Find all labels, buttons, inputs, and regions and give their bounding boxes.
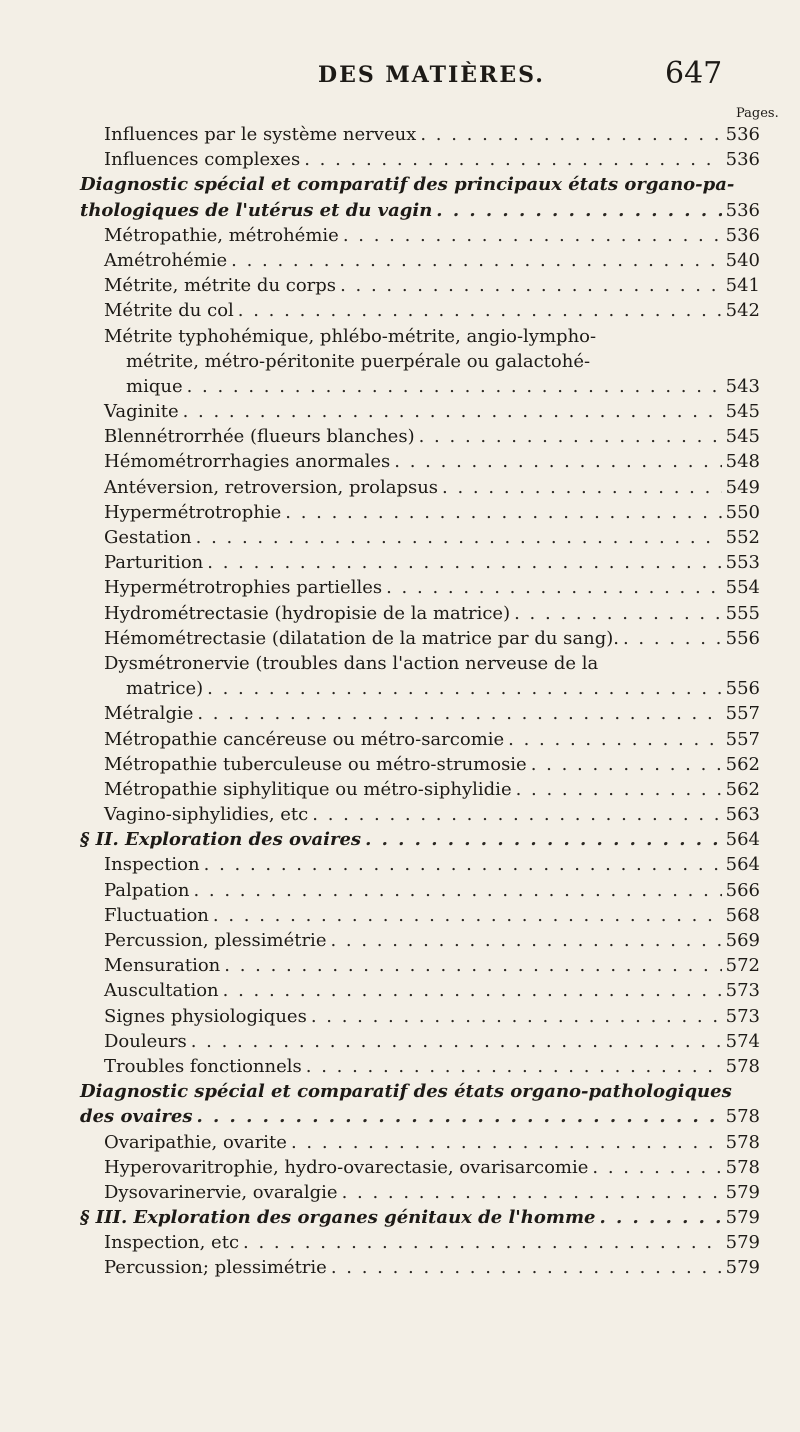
dot-leader bbox=[312, 802, 721, 827]
entry-page: 578 bbox=[725, 1131, 760, 1153]
dot-leader bbox=[386, 575, 722, 600]
toc-section-entry bbox=[60, 827, 760, 852]
dot-leader bbox=[394, 449, 721, 474]
dot-leader bbox=[342, 1180, 722, 1205]
entry-page: 536 bbox=[725, 199, 760, 221]
toc-section-entry bbox=[60, 1205, 760, 1230]
entry-title: Gestation bbox=[104, 527, 192, 548]
dot-leader bbox=[238, 298, 722, 323]
entry-page: 556 bbox=[725, 678, 760, 700]
entry-title: Métralgie bbox=[104, 703, 194, 725]
entry-title: Influences par le système nerveux bbox=[104, 124, 417, 145]
dot-leader bbox=[306, 1054, 722, 1079]
entry-page: 579 bbox=[725, 1207, 760, 1229]
toc-entry bbox=[60, 550, 760, 575]
entry-title: Palpation bbox=[104, 879, 190, 901]
entry-page: 542 bbox=[725, 300, 760, 322]
toc-entry bbox=[60, 777, 760, 802]
entry-title: Troubles fonctionnels bbox=[104, 1055, 302, 1077]
toc-entry bbox=[60, 1230, 760, 1255]
entry-title: Inspection, etc bbox=[104, 1232, 240, 1254]
toc-entry bbox=[60, 122, 760, 147]
entry-page: 557 bbox=[725, 703, 760, 725]
dot-leader bbox=[243, 1230, 722, 1255]
entry-page: 545 bbox=[725, 401, 760, 423]
entry-title: Auscultation bbox=[104, 980, 219, 1002]
entry-page: 578 bbox=[725, 1055, 760, 1077]
table-of-contents bbox=[60, 122, 760, 1281]
dot-leader bbox=[191, 1029, 722, 1054]
running-title: DES MATIÈRES. bbox=[318, 62, 545, 88]
toc-entry bbox=[60, 752, 760, 777]
dot-leader bbox=[196, 1104, 721, 1129]
entry-page: 543 bbox=[725, 375, 760, 397]
dot-leader bbox=[365, 827, 722, 852]
toc-entry bbox=[60, 701, 760, 726]
toc-entry bbox=[60, 223, 760, 248]
entry-page: 540 bbox=[725, 249, 760, 271]
dot-leader bbox=[592, 1155, 721, 1180]
toc-entry bbox=[60, 978, 760, 1003]
entry-title: Diagnostic spécial et comparatif des états organo-pathologiques bbox=[80, 1081, 732, 1103]
entry-page: 564 bbox=[725, 829, 760, 851]
toc-section-entry bbox=[60, 1079, 760, 1129]
entry-title: Dysovarinervie, ovaralgie bbox=[104, 1181, 338, 1203]
entry-title: Vagino-siphylidies, etc bbox=[104, 804, 309, 826]
entry-title: Douleurs bbox=[104, 1030, 187, 1052]
toc-entry bbox=[60, 500, 760, 525]
entry-page: 563 bbox=[725, 804, 760, 826]
entry-title: thologiques de l'utérus et du vagin bbox=[80, 199, 433, 221]
toc-entry bbox=[60, 802, 760, 827]
dot-leader bbox=[599, 1205, 721, 1230]
dot-leader bbox=[197, 701, 721, 726]
dot-leader bbox=[223, 978, 722, 1003]
entry-title: Métrite, métrite du corps bbox=[104, 275, 337, 297]
entry-title: Signes physiologiques bbox=[104, 1005, 307, 1027]
toc-entry bbox=[60, 928, 760, 953]
entry-title: Hémométrorrhagies anormales bbox=[104, 451, 391, 473]
entry-page: 557 bbox=[725, 728, 760, 750]
toc-entry bbox=[60, 903, 760, 928]
dot-leader bbox=[213, 903, 722, 928]
dot-leader bbox=[204, 852, 722, 877]
toc-entry bbox=[60, 953, 760, 978]
toc-entry bbox=[60, 1180, 760, 1205]
entry-page: 541 bbox=[725, 275, 760, 297]
entry-page: 556 bbox=[725, 627, 760, 649]
entry-title: Métropathie siphylitique ou métro-siphylidie bbox=[104, 778, 512, 800]
entry-title: Hydrométrectasie (hydropisie de la matrice) bbox=[104, 602, 511, 624]
entry-page: 536 bbox=[725, 124, 760, 145]
dot-leader bbox=[224, 953, 721, 978]
entry-title: Mensuration bbox=[104, 955, 221, 977]
entry-title: Métropathie cancéreuse ou métro-sarcomie bbox=[104, 728, 505, 750]
entry-page: 552 bbox=[725, 527, 760, 548]
toc-entry bbox=[60, 878, 760, 903]
dot-leader bbox=[331, 1255, 722, 1280]
toc-entry bbox=[60, 424, 760, 449]
entry-title: Métrite du col bbox=[104, 300, 234, 322]
dot-leader bbox=[419, 424, 722, 449]
entry-title: mique bbox=[126, 375, 183, 397]
entry-title: Diagnostic spécial et comparatif des principaux états organo-pa- bbox=[80, 174, 735, 196]
page-header bbox=[0, 56, 800, 96]
entry-title: matrice) bbox=[126, 678, 204, 700]
toc-entry bbox=[60, 651, 760, 701]
toc-entry bbox=[60, 399, 760, 424]
dot-leader bbox=[343, 223, 722, 248]
entry-page: 569 bbox=[725, 930, 760, 951]
entry-title: Métrite typhohémique, phlébo-métrite, angio-lympho- bbox=[104, 325, 597, 347]
dot-leader bbox=[207, 676, 721, 701]
dot-leader bbox=[623, 626, 722, 651]
entry-title: Influences complexes bbox=[104, 149, 301, 171]
toc-entry bbox=[60, 852, 760, 877]
toc-entry bbox=[60, 1054, 760, 1079]
toc-entry bbox=[60, 248, 760, 273]
toc-entry bbox=[60, 147, 760, 172]
toc-entry bbox=[60, 298, 760, 323]
entry-page: 555 bbox=[725, 602, 760, 624]
dot-leader bbox=[193, 878, 721, 903]
entry-title: Percussion, plessimétrie bbox=[104, 930, 327, 951]
entry-page: 568 bbox=[725, 904, 760, 926]
dot-leader bbox=[330, 928, 721, 953]
entry-page: 578 bbox=[725, 1106, 760, 1128]
toc-entry bbox=[60, 575, 760, 600]
toc-entry bbox=[60, 475, 760, 500]
entry-title: Percussion; plessimétrie bbox=[104, 1257, 327, 1279]
entry-page: 545 bbox=[725, 426, 760, 448]
entry-page: 550 bbox=[725, 501, 760, 523]
entry-title: Fluctuation bbox=[104, 904, 209, 926]
entry-title: § II. Exploration des ovaires bbox=[80, 829, 362, 851]
toc-entry bbox=[60, 626, 760, 651]
dot-leader bbox=[207, 550, 721, 575]
entry-page: 579 bbox=[725, 1257, 760, 1279]
pages-column-label: Pages. bbox=[736, 106, 779, 121]
toc-entry bbox=[60, 1255, 760, 1280]
toc-entry bbox=[60, 1155, 760, 1180]
toc-entry bbox=[60, 449, 760, 474]
dot-leader bbox=[508, 727, 721, 752]
entry-page: 579 bbox=[725, 1181, 760, 1203]
entry-page: 549 bbox=[725, 476, 760, 498]
entry-page: 566 bbox=[725, 879, 760, 901]
entry-title: § III. Exploration des organes génitaux de l'homme bbox=[80, 1207, 596, 1229]
entry-page: 578 bbox=[725, 1156, 760, 1178]
entry-page: 554 bbox=[725, 577, 760, 599]
entry-title: Hyperovaritrophie, hydro-ovarectasie, ovarisarcomie bbox=[104, 1156, 589, 1178]
entry-page: 536 bbox=[725, 149, 760, 171]
entry-title: Parturition bbox=[104, 552, 204, 574]
toc-entry bbox=[60, 525, 760, 550]
dot-leader bbox=[187, 374, 722, 399]
entry-title: Antéversion, retroversion, prolapsus bbox=[104, 476, 439, 498]
toc-entry bbox=[60, 1004, 760, 1029]
toc-section-entry bbox=[60, 172, 760, 222]
entry-title: Inspection bbox=[104, 854, 200, 876]
entry-page: 536 bbox=[725, 224, 760, 246]
entry-title: Dysmétronervie (troubles dans l'action nerveuse de la bbox=[104, 652, 599, 674]
entry-title: Métropathie tuberculeuse ou métro-strumosie bbox=[104, 753, 527, 775]
toc-entry bbox=[60, 324, 760, 400]
dot-leader bbox=[304, 147, 721, 172]
entry-title: Blennétrorrhée (flueurs blanches) bbox=[104, 426, 415, 448]
entry-page: 548 bbox=[725, 451, 760, 473]
entry-page: 564 bbox=[725, 854, 760, 876]
dot-leader bbox=[436, 198, 721, 223]
dot-leader bbox=[291, 1130, 722, 1155]
entry-title: Ovaripathie, ovarite bbox=[104, 1131, 287, 1153]
dot-leader bbox=[285, 500, 721, 525]
toc-entry bbox=[60, 727, 760, 752]
entry-title: Métropathie, métrohémie bbox=[104, 224, 339, 246]
dot-leader bbox=[311, 1004, 722, 1029]
toc-entry bbox=[60, 601, 760, 626]
toc-entry bbox=[60, 1029, 760, 1054]
entry-page: 573 bbox=[725, 980, 760, 1002]
dot-leader bbox=[340, 273, 722, 298]
entry-title: Hypermétrotrophies partielles bbox=[104, 577, 383, 599]
entry-page: 562 bbox=[725, 778, 760, 800]
dot-leader bbox=[442, 475, 722, 500]
dot-leader bbox=[420, 122, 721, 147]
dot-leader bbox=[231, 248, 722, 273]
toc-entry bbox=[60, 273, 760, 298]
entry-title: Vaginite bbox=[104, 401, 179, 423]
page-number: 647 bbox=[665, 56, 723, 91]
entry-page: 579 bbox=[725, 1232, 760, 1254]
entry-page: 572 bbox=[725, 955, 760, 977]
dot-leader bbox=[183, 399, 722, 424]
toc-entry bbox=[60, 1130, 760, 1155]
entry-title: Hémométrectasie (dilatation de la matrice par du sang). bbox=[104, 627, 619, 649]
entry-page: 574 bbox=[725, 1030, 760, 1052]
dot-leader bbox=[196, 525, 722, 550]
entry-title: métrite, métro-péritonite puerpérale ou galactohé- bbox=[126, 350, 591, 372]
entry-title: des ovaires bbox=[80, 1106, 193, 1128]
dot-leader bbox=[516, 777, 722, 802]
entry-page: 553 bbox=[725, 552, 760, 574]
dot-leader bbox=[514, 601, 722, 626]
entry-page: 573 bbox=[725, 1005, 760, 1027]
dot-leader bbox=[531, 752, 722, 777]
entry-page: 562 bbox=[725, 753, 760, 775]
entry-title: Amétrohémie bbox=[104, 249, 228, 271]
entry-title: Hypermétrotrophie bbox=[104, 501, 282, 523]
